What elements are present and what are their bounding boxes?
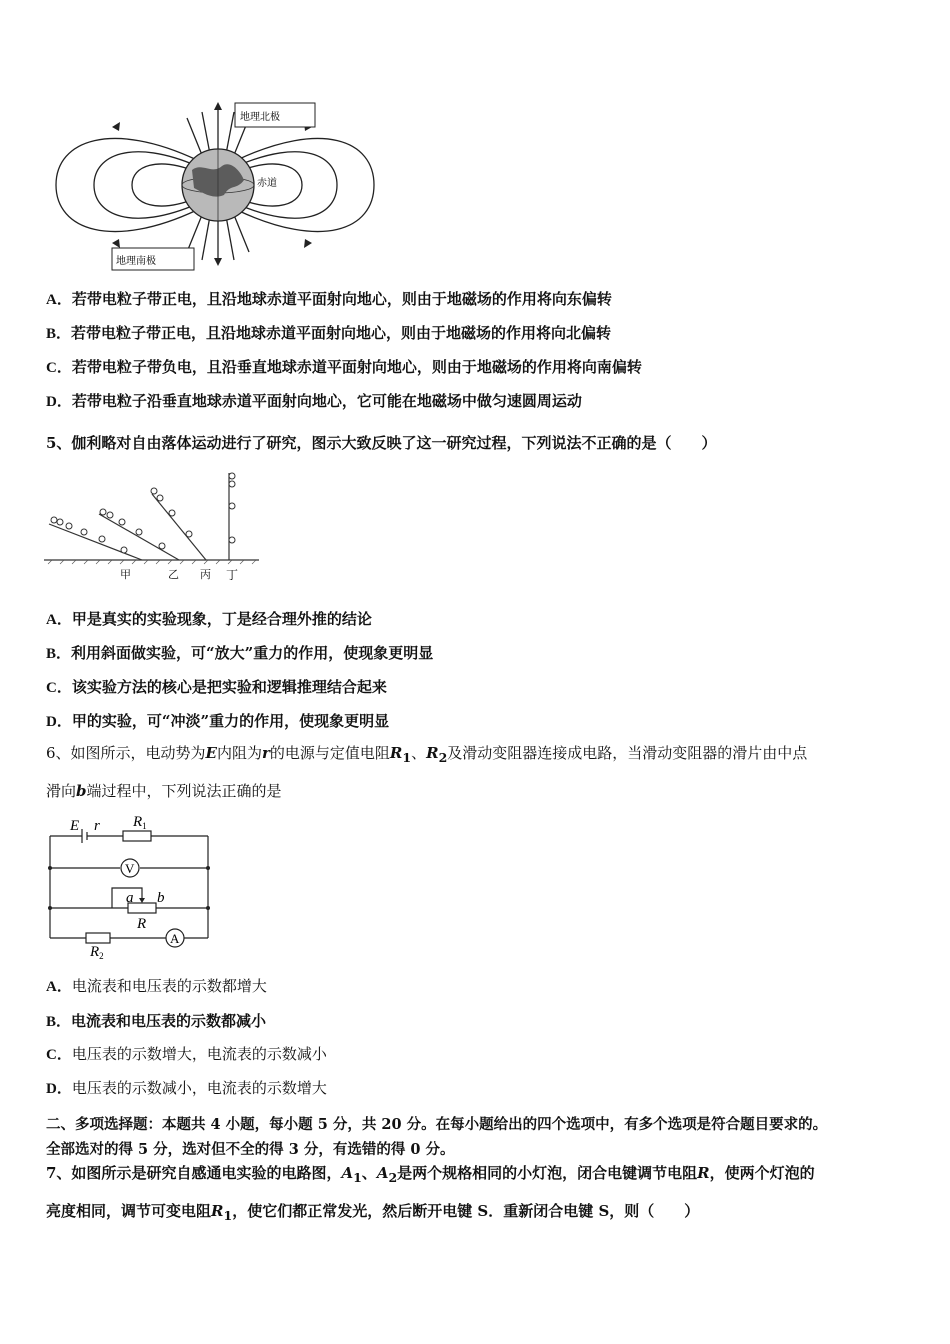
equator-label: 赤道 xyxy=(257,178,277,189)
q5-option-a: A．甲是真实的实验现象，丁是经合理外推的结论 xyxy=(46,610,372,628)
galileo-incline-figure xyxy=(44,468,264,580)
circuit-label-R2: $R_2$ xyxy=(90,944,104,961)
q4-option-a: A．若带电粒子带正电，且沿地球赤道平面射向地心，则由于地磁场的作用将向东偏转 xyxy=(46,290,612,308)
q6-option-d: D．电压表的示数减小，电流表的示数增大 xyxy=(46,1079,327,1097)
north-pole-label: 地理北极 xyxy=(240,112,280,123)
q7-stem-line2: 亮度相同，调节可变电阻$R_1$，使它们都正常发光，然后断开电键 S．重新闭合电键 S，则（ ） xyxy=(46,1202,700,1223)
q6-option-a: A．电流表和电压表的示数都增大 xyxy=(46,977,267,995)
circuit-label-E: E xyxy=(70,818,80,834)
q6-circuit-diagram xyxy=(46,812,216,962)
q4-option-b: B．若带电粒子带正电，且沿地球赤道平面射向地心，则由于地磁场的作用将向北偏转 xyxy=(46,324,612,342)
q5-stem: 5、伽利略对自由落体运动进行了研究，图示大致反映了这一研究过程，下列说法不正确的是（ ） xyxy=(46,434,717,452)
circuit-label-b: b xyxy=(157,890,165,906)
q7-stem-line1: 7、如图所示是研究自感通电实验的电路图，$A_1$、$A_2$是两个规格相同的小灯泡，闭合电键调节电阻R，使两个灯泡的 xyxy=(46,1164,815,1185)
circuit-label-a: a xyxy=(126,890,134,906)
circuit-label-V: V xyxy=(125,861,135,876)
q6-option-c: C．电压表的示数增大，电流表的示数减小 xyxy=(46,1045,327,1063)
section2-header-line1: 二、多项选择题：本题共 4 小题，每小题 5 分，共 20 分。在每小题给出的四个选项中，有多个选项是符合题目要求的。 xyxy=(46,1116,828,1133)
q5-option-d: D．甲的实验，可“冲淡”重力的作用，使现象更明显 xyxy=(46,712,390,730)
q4-option-d: D．若带电粒子沿垂直地球赤道平面射向地心，它可能在地磁场中做匀速圆周运动 xyxy=(46,392,582,410)
section2-header-line2: 全部选对的得 5 分，选对但不全的得 3 分，有选错的得 0 分。 xyxy=(46,1141,455,1158)
circuit-label-R: R xyxy=(137,916,147,932)
incline-label-ding: 丁 xyxy=(226,568,239,582)
q5-option-b: B．利用斜面做实验，可“放大”重力的作用，使现象更明显 xyxy=(46,644,434,662)
circuit-label-r: r xyxy=(94,818,100,834)
q6-stem-line2: 滑向b端过程中，下列说法正确的是 xyxy=(46,782,282,800)
q6-stem-line1: 6、如图所示，电动势为E内阻为r的电源与定值电阻$R_1$、$R_2$及滑动变阻器连接成电路，当滑动变阻器的滑片由中点 xyxy=(46,744,808,765)
earth-magnetic-field-figure xyxy=(52,100,382,272)
incline-label-yi: 乙 xyxy=(168,568,179,581)
incline-label-bing: 丙 xyxy=(200,568,211,581)
q5-option-c: C．该实验方法的核心是把实验和逻辑推理结合起来 xyxy=(46,678,387,696)
south-pole-label: 地理南极 xyxy=(116,256,156,267)
incline-label-jia: 甲 xyxy=(120,568,131,581)
circuit-label-R1: $R_1$ xyxy=(133,814,147,831)
q6-option-b: B．电流表和电压表的示数都减小 xyxy=(46,1012,267,1030)
circuit-label-A: A xyxy=(170,931,180,946)
q4-option-c: C．若带电粒子带负电，且沿垂直地球赤道平面射向地心，则由于地磁场的作用将向南偏转 xyxy=(46,358,642,376)
